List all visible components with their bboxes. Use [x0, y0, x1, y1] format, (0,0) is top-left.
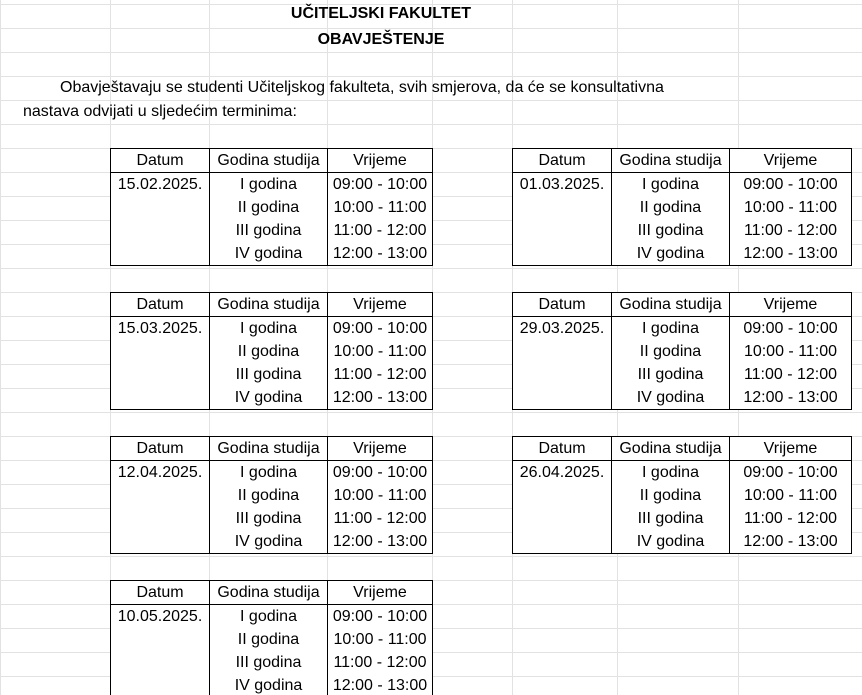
table-row — [513, 340, 852, 363]
year-cell[interactable]: I godina — [210, 461, 328, 485]
header-cell-time[interactable]: Vrijeme — [328, 149, 433, 173]
header-cell-date[interactable]: Datum — [513, 293, 612, 317]
schedule-table — [512, 292, 852, 410]
time-cell[interactable]: 11:00 - 12:00 — [730, 363, 852, 386]
time-cell[interactable]: 11:00 - 12:00 — [328, 507, 433, 530]
date-cell[interactable]: 26.04.2025. — [513, 461, 612, 485]
time-cell[interactable]: 11:00 - 12:00 — [328, 363, 433, 386]
table-row — [513, 484, 852, 507]
year-cell[interactable]: IV godina — [612, 530, 730, 554]
year-cell[interactable]: II godina — [612, 484, 730, 507]
date-cell[interactable]: 15.02.2025. — [111, 173, 210, 197]
table-row — [111, 173, 433, 197]
table-row — [513, 173, 852, 197]
empty-cell[interactable] — [111, 196, 210, 219]
time-cell[interactable]: 11:00 - 12:00 — [730, 507, 852, 530]
empty-cell[interactable] — [513, 219, 612, 242]
year-cell[interactable]: IV godina — [210, 530, 328, 554]
time-cell[interactable]: 09:00 - 10:00 — [328, 605, 433, 629]
table-row — [513, 461, 852, 485]
date-cell[interactable]: 15.03.2025. — [111, 317, 210, 341]
year-cell[interactable]: I godina — [210, 173, 328, 197]
header-cell-time[interactable]: Vrijeme — [328, 581, 433, 605]
table-row — [111, 530, 433, 554]
header-cell-year[interactable]: Godina studija — [210, 149, 328, 173]
empty-cell[interactable] — [513, 530, 612, 554]
time-cell[interactable]: 10:00 - 11:00 — [730, 196, 852, 219]
empty-cell[interactable] — [111, 651, 210, 674]
time-cell[interactable]: 09:00 - 10:00 — [730, 461, 852, 485]
schedule-table — [110, 292, 433, 410]
empty-cell[interactable] — [111, 363, 210, 386]
year-cell[interactable]: II godina — [210, 484, 328, 507]
header-cell-date[interactable]: Datum — [111, 581, 210, 605]
year-cell[interactable]: IV godina — [612, 242, 730, 266]
table-row — [111, 340, 433, 363]
empty-cell[interactable] — [111, 628, 210, 651]
table-row — [513, 219, 852, 242]
schedule-table — [512, 148, 852, 266]
table-row — [111, 605, 433, 629]
intro-line-2[interactable]: nastava odvijati u sljedećim terminima: — [23, 103, 297, 120]
empty-cell[interactable] — [513, 196, 612, 219]
empty-cell[interactable] — [111, 484, 210, 507]
date-cell[interactable]: 10.05.2025. — [111, 605, 210, 629]
year-cell[interactable]: III godina — [612, 507, 730, 530]
year-cell[interactable]: IV godina — [210, 674, 328, 695]
year-cell[interactable]: I godina — [612, 461, 730, 485]
time-cell[interactable]: 12:00 - 13:00 — [328, 386, 433, 410]
table-row — [111, 219, 433, 242]
year-cell[interactable]: II godina — [210, 628, 328, 651]
schedule-table — [110, 436, 433, 554]
year-cell[interactable]: III godina — [210, 651, 328, 674]
table-row — [111, 651, 433, 674]
table-row — [111, 363, 433, 386]
table-row — [111, 386, 433, 410]
schedule-table — [110, 580, 433, 695]
time-cell[interactable]: 10:00 - 11:00 — [328, 484, 433, 507]
time-cell[interactable]: 09:00 - 10:00 — [328, 317, 433, 341]
table-row — [111, 242, 433, 266]
table-row — [513, 196, 852, 219]
table-row — [111, 196, 433, 219]
table-row — [513, 386, 852, 410]
empty-cell[interactable] — [513, 340, 612, 363]
time-cell[interactable]: 10:00 - 11:00 — [730, 484, 852, 507]
time-cell[interactable]: 10:00 - 11:00 — [328, 196, 433, 219]
year-cell[interactable]: I godina — [210, 605, 328, 629]
page-subtitle[interactable]: OBAVJEŠTENJE — [317, 31, 445, 48]
header-cell-year[interactable]: Godina studija — [612, 293, 730, 317]
empty-cell[interactable] — [513, 484, 612, 507]
empty-cell[interactable] — [111, 674, 210, 695]
table-row — [111, 484, 433, 507]
year-cell[interactable]: III godina — [210, 219, 328, 242]
time-cell[interactable]: 10:00 - 11:00 — [730, 340, 852, 363]
schedule-table — [110, 148, 433, 266]
time-cell[interactable]: 11:00 - 12:00 — [328, 219, 433, 242]
empty-cell[interactable] — [513, 507, 612, 530]
year-cell[interactable]: IV godina — [210, 242, 328, 266]
time-cell[interactable]: 10:00 - 11:00 — [328, 340, 433, 363]
time-cell[interactable]: 10:00 - 11:00 — [328, 628, 433, 651]
year-cell[interactable]: III godina — [612, 363, 730, 386]
year-cell[interactable]: III godina — [210, 507, 328, 530]
header-cell-time[interactable]: Vrijeme — [328, 293, 433, 317]
time-cell[interactable]: 09:00 - 10:00 — [730, 317, 852, 341]
time-cell[interactable]: 12:00 - 13:00 — [730, 386, 852, 410]
empty-cell[interactable] — [513, 363, 612, 386]
empty-cell[interactable] — [111, 507, 210, 530]
table-row — [111, 628, 433, 651]
schedule-table — [512, 436, 852, 554]
header-cell-year[interactable]: Godina studija — [612, 437, 730, 461]
time-cell[interactable]: 09:00 - 10:00 — [730, 173, 852, 197]
table-row — [513, 317, 852, 341]
header-cell-date[interactable]: Datum — [111, 293, 210, 317]
table-row — [111, 461, 433, 485]
header-cell-date[interactable]: Datum — [513, 437, 612, 461]
header-cell-time[interactable]: Vrijeme — [730, 293, 852, 317]
intro-line-1[interactable]: Obavještavaju se studenti Učiteljskog fakulteta, svih smjerova, da će se konsultativna — [60, 79, 664, 96]
year-cell[interactable]: I godina — [612, 317, 730, 341]
time-cell[interactable]: 09:00 - 10:00 — [328, 461, 433, 485]
header-cell-year[interactable]: Godina studija — [210, 437, 328, 461]
date-cell[interactable]: 29.03.2025. — [513, 317, 612, 341]
year-cell[interactable]: I godina — [612, 173, 730, 197]
table-row — [513, 242, 852, 266]
header-cell-date[interactable]: Datum — [111, 149, 210, 173]
header-cell-time[interactable]: Vrijeme — [730, 437, 852, 461]
page-title[interactable]: UČITELJSKI FAKULTET — [290, 5, 472, 22]
time-cell[interactable]: 12:00 - 13:00 — [730, 530, 852, 554]
date-cell[interactable]: 12.04.2025. — [111, 461, 210, 485]
empty-cell[interactable] — [111, 242, 210, 266]
year-cell[interactable]: II godina — [612, 196, 730, 219]
time-cell[interactable]: 12:00 - 13:00 — [328, 530, 433, 554]
empty-cell[interactable] — [111, 219, 210, 242]
header-cell-time[interactable]: Vrijeme — [328, 437, 433, 461]
year-cell[interactable]: II godina — [210, 340, 328, 363]
empty-cell[interactable] — [111, 386, 210, 410]
year-cell[interactable]: III godina — [612, 219, 730, 242]
empty-cell[interactable] — [513, 386, 612, 410]
header-cell-date[interactable]: Datum — [513, 149, 612, 173]
empty-cell[interactable] — [111, 530, 210, 554]
time-cell[interactable]: 11:00 - 12:00 — [328, 651, 433, 674]
table-row — [513, 530, 852, 554]
year-cell[interactable]: IV godina — [612, 386, 730, 410]
header-cell-year[interactable]: Godina studija — [612, 149, 730, 173]
table-row — [111, 317, 433, 341]
table-row — [513, 507, 852, 530]
header-cell-time[interactable]: Vrijeme — [730, 149, 852, 173]
table-row — [111, 507, 433, 530]
table-row — [513, 363, 852, 386]
time-cell[interactable]: 12:00 - 13:00 — [328, 242, 433, 266]
time-cell[interactable]: 12:00 - 13:00 — [730, 242, 852, 266]
time-cell[interactable]: 11:00 - 12:00 — [730, 219, 852, 242]
date-cell[interactable]: 01.03.2025. — [513, 173, 612, 197]
empty-cell[interactable] — [513, 242, 612, 266]
year-cell[interactable]: IV godina — [210, 386, 328, 410]
time-cell[interactable]: 12:00 - 13:00 — [328, 674, 433, 695]
empty-cell[interactable] — [111, 340, 210, 363]
year-cell[interactable]: II godina — [612, 340, 730, 363]
header-cell-year[interactable]: Godina studija — [210, 293, 328, 317]
header-cell-date[interactable]: Datum — [111, 437, 210, 461]
year-cell[interactable]: I godina — [210, 317, 328, 341]
year-cell[interactable]: III godina — [210, 363, 328, 386]
year-cell[interactable]: II godina — [210, 196, 328, 219]
header-cell-year[interactable]: Godina studija — [210, 581, 328, 605]
time-cell[interactable]: 09:00 - 10:00 — [328, 173, 433, 197]
table-row — [111, 674, 433, 695]
